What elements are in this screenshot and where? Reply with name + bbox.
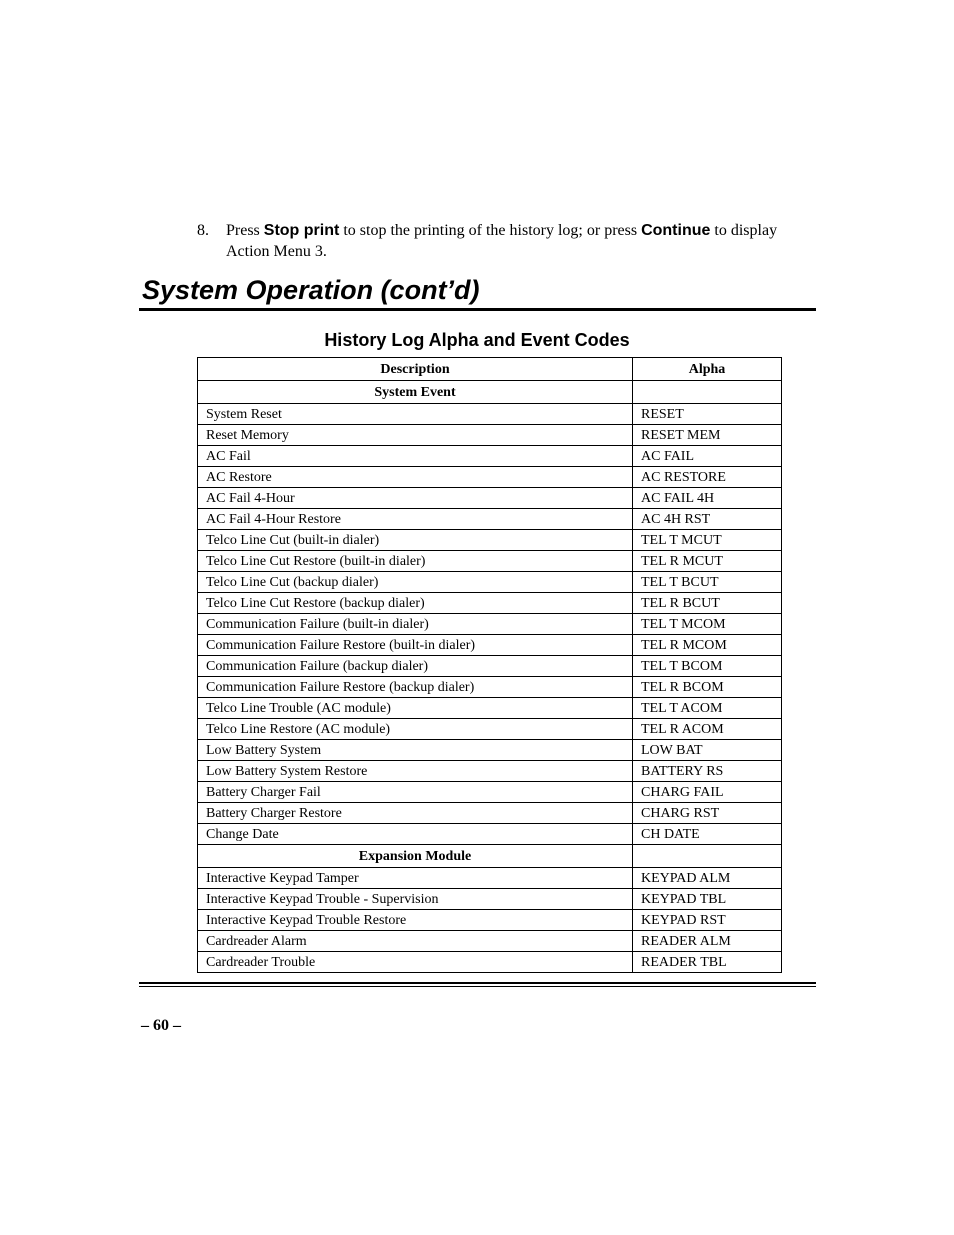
step-number: 8.: [197, 222, 209, 239]
table-header-row: [198, 358, 782, 381]
header-description: Description: [198, 358, 633, 381]
alpha-cell: AC FAIL 4H: [633, 488, 782, 509]
group-alpha-empty: [633, 845, 782, 868]
alpha-cell: AC RESTORE: [633, 467, 782, 488]
alpha-cell: KEYPAD ALM: [633, 868, 782, 889]
description-cell: Communication Failure Restore (built-in dialer): [198, 635, 633, 656]
description-cell: System Reset: [198, 404, 633, 425]
alpha-cell: TEL R BCUT: [633, 593, 782, 614]
table-row: [198, 572, 782, 593]
alpha-cell: RESET: [633, 404, 782, 425]
description-cell: AC Fail: [198, 446, 633, 467]
description-cell: Telco Line Cut (backup dialer): [198, 572, 633, 593]
alpha-cell: TEL R MCUT: [633, 551, 782, 572]
group-row: [198, 845, 782, 868]
table-row: [198, 656, 782, 677]
alpha-cell: RESET MEM: [633, 425, 782, 446]
table-row: [198, 509, 782, 530]
alpha-cell: READER ALM: [633, 931, 782, 952]
step-text-part2: to stop the printing of the history log; or press: [339, 222, 642, 239]
description-cell: AC Fail 4-Hour Restore: [198, 509, 633, 530]
table-row: [198, 404, 782, 425]
description-cell: Interactive Keypad Trouble - Supervision: [198, 889, 633, 910]
description-cell: Telco Line Cut Restore (backup dialer): [198, 593, 633, 614]
alpha-cell: CHARG FAIL: [633, 782, 782, 803]
description-cell: Communication Failure Restore (backup dialer): [198, 677, 633, 698]
description-cell: Reset Memory: [198, 425, 633, 446]
alpha-cell: BATTERY RS: [633, 761, 782, 782]
description-cell: AC Restore: [198, 467, 633, 488]
alpha-cell: TEL R ACOM: [633, 719, 782, 740]
description-cell: Telco Line Cut (built-in dialer): [198, 530, 633, 551]
alpha-cell: TEL T MCUT: [633, 530, 782, 551]
description-cell: Change Date: [198, 824, 633, 845]
footer-rule: [139, 982, 816, 984]
table-title: History Log Alpha and Event Codes: [324, 330, 630, 350]
section-title-rule: [139, 308, 816, 311]
step-8: [197, 220, 822, 262]
table-row: [198, 824, 782, 845]
table-row: [198, 952, 782, 973]
alpha-cell: CHARG RST: [633, 803, 782, 824]
group-alpha-empty: [633, 381, 782, 404]
table-row: [198, 719, 782, 740]
table-row: [198, 740, 782, 761]
continue-key-label: Continue: [641, 222, 711, 239]
description-cell: Battery Charger Restore: [198, 803, 633, 824]
table-row: [198, 488, 782, 509]
alpha-cell: TEL T BCUT: [633, 572, 782, 593]
table-row: [198, 677, 782, 698]
alpha-cell: KEYPAD TBL: [633, 889, 782, 910]
alpha-cell: AC 4H RST: [633, 509, 782, 530]
table-row: [198, 614, 782, 635]
stop-print-key-label: Stop print: [263, 222, 340, 239]
description-cell: Low Battery System Restore: [198, 761, 633, 782]
alpha-cell: READER TBL: [633, 952, 782, 973]
alpha-cell: LOW BAT: [633, 740, 782, 761]
alpha-cell: TEL T MCOM: [633, 614, 782, 635]
table-body: [198, 381, 782, 973]
table-row: [198, 551, 782, 572]
description-cell: Interactive Keypad Trouble Restore: [198, 910, 633, 931]
step-text-part3: to display Action Menu 3.: [226, 222, 778, 260]
step-text-part1: Press: [226, 222, 264, 239]
description-cell: Battery Charger Fail: [198, 782, 633, 803]
description-cell: AC Fail 4-Hour: [198, 488, 633, 509]
group-name: Expansion Module: [198, 845, 633, 868]
alpha-cell: CH DATE: [633, 824, 782, 845]
description-cell: Communication Failure (built-in dialer): [198, 614, 633, 635]
table-row: [198, 635, 782, 656]
table-row: [198, 593, 782, 614]
section-title: System Operation (cont’d): [142, 275, 480, 305]
footer-rule-thin: [139, 986, 816, 987]
group-row: [198, 381, 782, 404]
alpha-cell: KEYPAD RST: [633, 910, 782, 931]
description-cell: Low Battery System: [198, 740, 633, 761]
table-row: [198, 931, 782, 952]
table-row: [198, 868, 782, 889]
description-cell: Cardreader Trouble: [198, 952, 633, 973]
table-row: [198, 446, 782, 467]
table-row: [198, 425, 782, 446]
description-cell: Communication Failure (backup dialer): [198, 656, 633, 677]
alpha-cell: TEL T BCOM: [633, 656, 782, 677]
alpha-cell: TEL R MCOM: [633, 635, 782, 656]
table-row: [198, 698, 782, 719]
description-cell: Cardreader Alarm: [198, 931, 633, 952]
description-cell: Telco Line Restore (AC module): [198, 719, 633, 740]
table-row: [198, 803, 782, 824]
table-row: [198, 910, 782, 931]
table-row: [198, 761, 782, 782]
step-text: [226, 220, 822, 262]
description-cell: Interactive Keypad Tamper: [198, 868, 633, 889]
table-row: [198, 530, 782, 551]
table-row: [198, 782, 782, 803]
alpha-cell: TEL T ACOM: [633, 698, 782, 719]
header-alpha: Alpha: [633, 358, 782, 381]
alpha-cell: AC FAIL: [633, 446, 782, 467]
page-number: – 60 –: [141, 1017, 181, 1034]
table-row: [198, 467, 782, 488]
group-name: System Event: [198, 381, 633, 404]
history-log-codes-table: [197, 357, 782, 973]
table-row: [198, 889, 782, 910]
description-cell: Telco Line Trouble (AC module): [198, 698, 633, 719]
description-cell: Telco Line Cut Restore (built-in dialer): [198, 551, 633, 572]
alpha-cell: TEL R BCOM: [633, 677, 782, 698]
